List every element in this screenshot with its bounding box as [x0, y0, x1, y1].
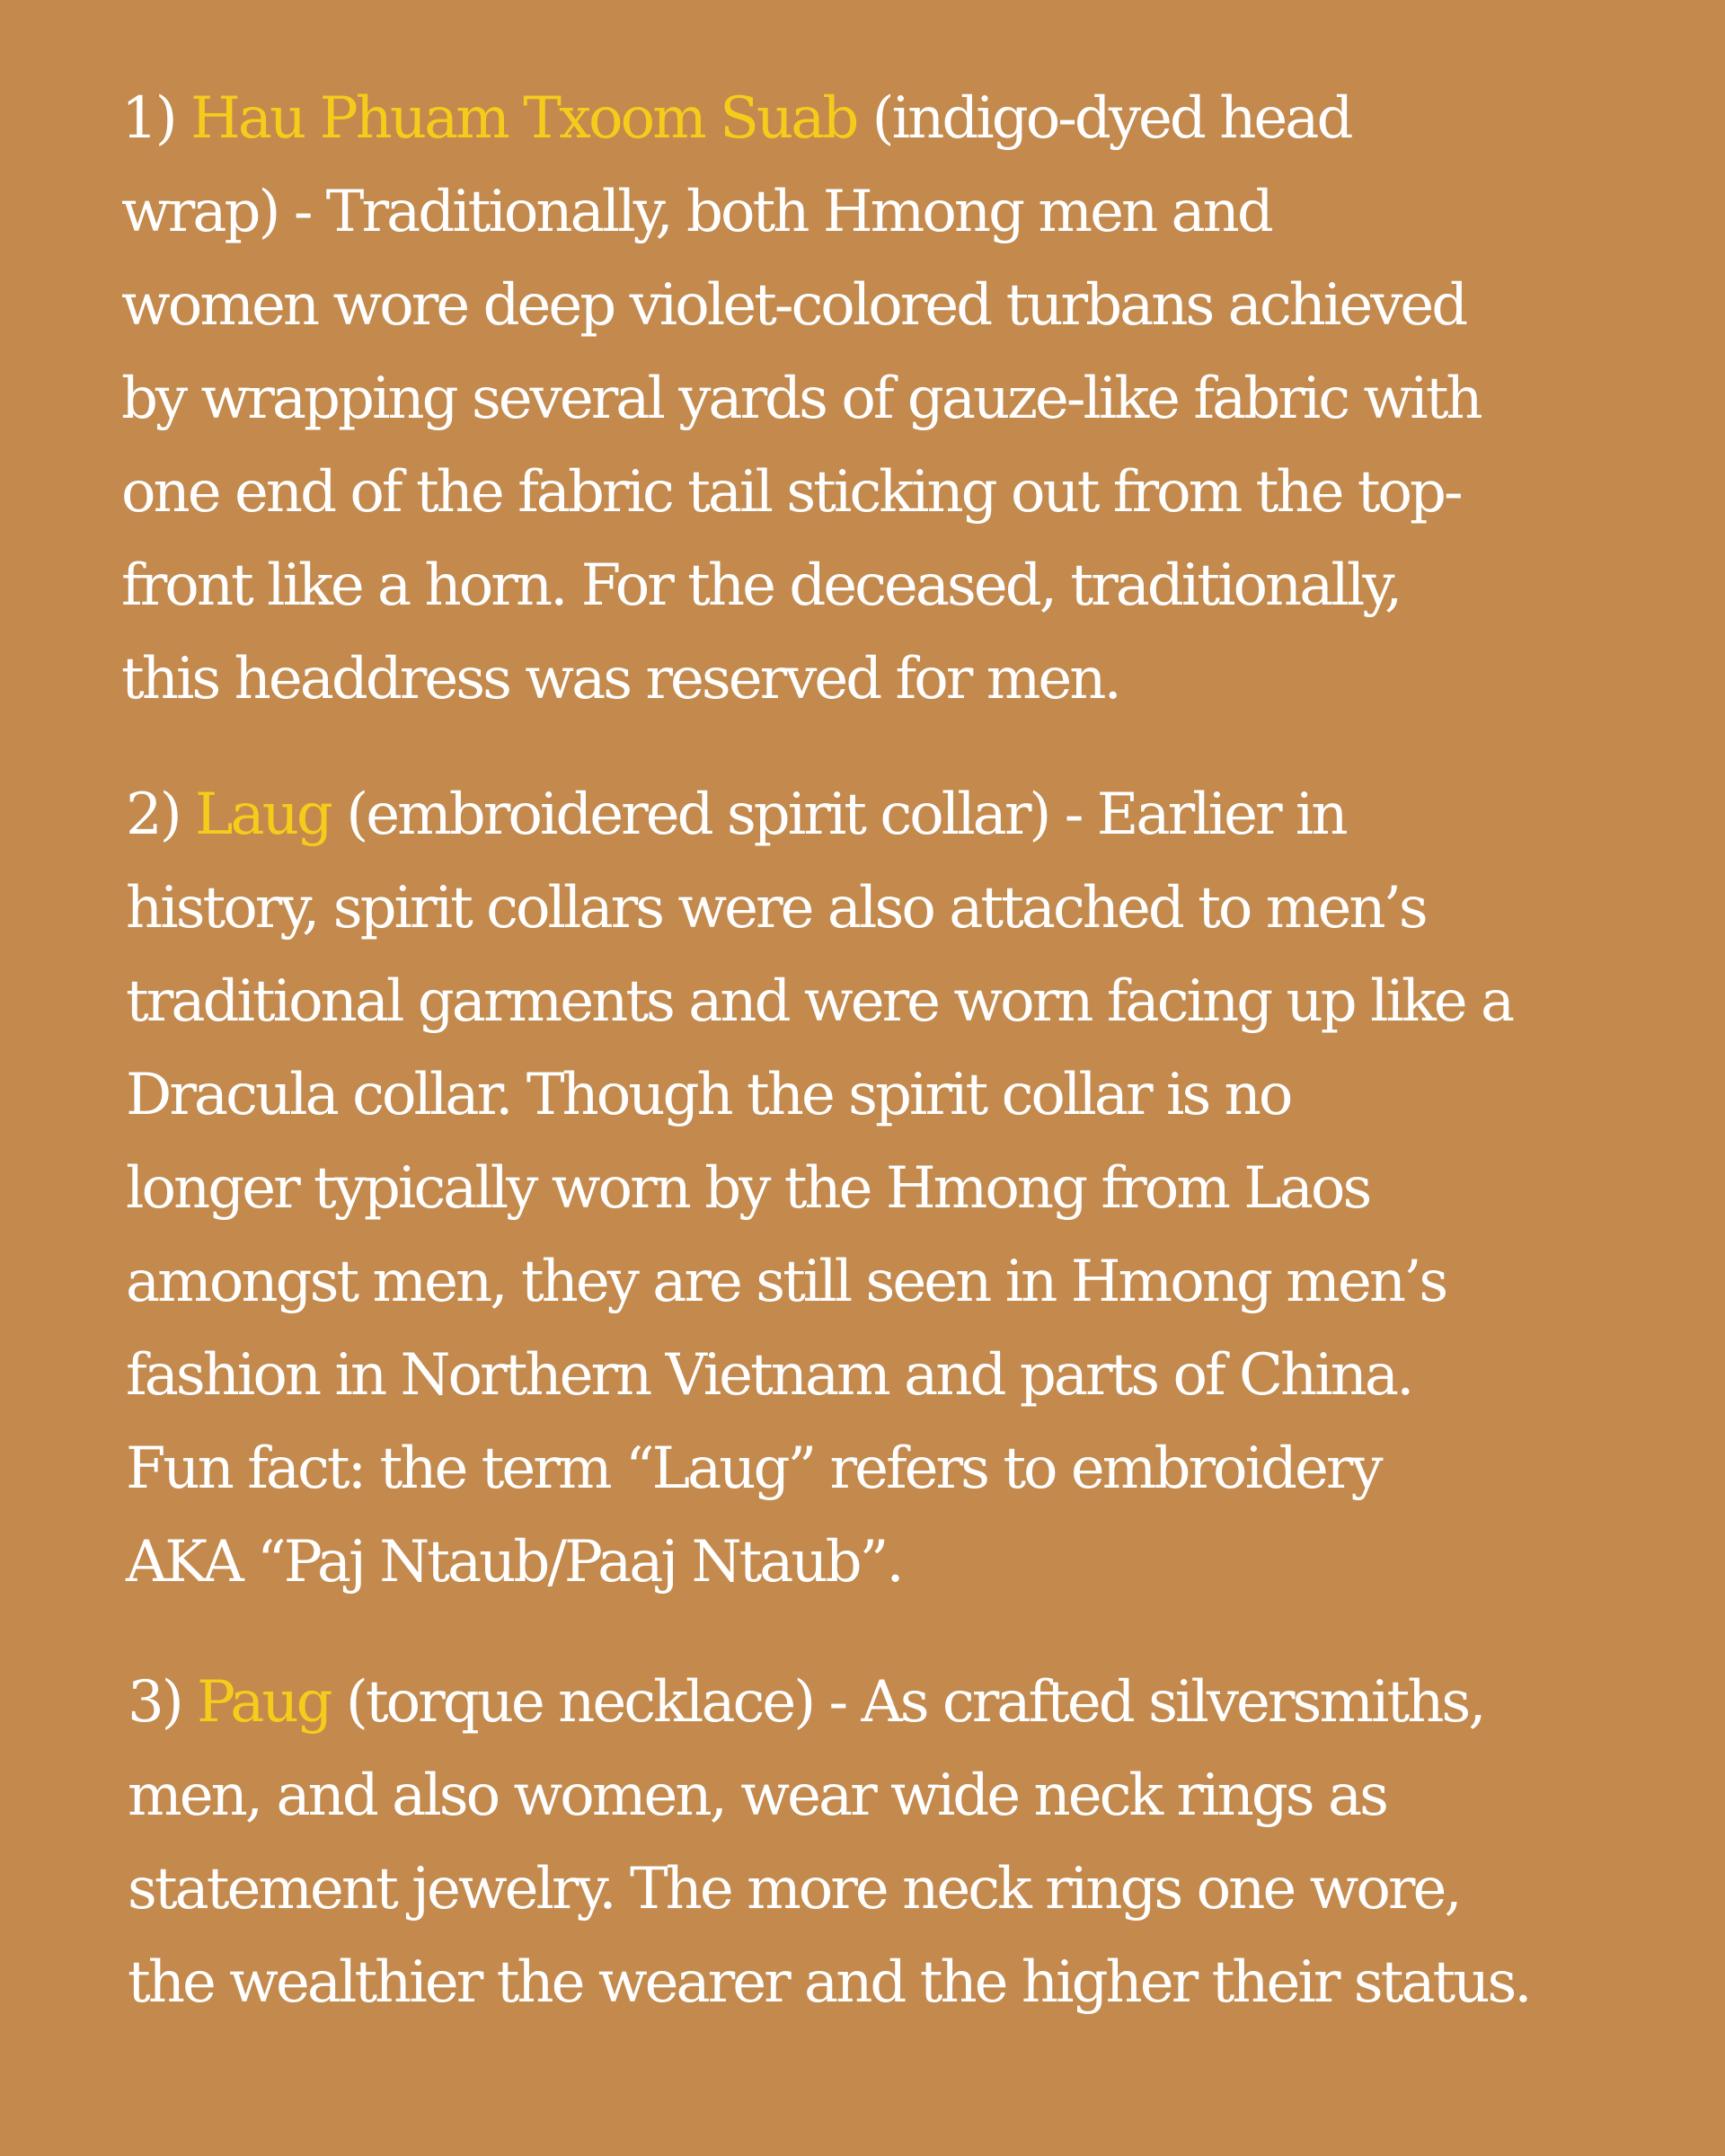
paragraph-line: Dracula collar. Though the spirit collar is no: [126, 1062, 1291, 1128]
spirit-collar-paragraph: [126, 768, 1512, 1609]
paragraph-line: traditional garments and were worn facing up like a: [126, 968, 1513, 1035]
paragraph-line: longer typically worn by the Hmong from Laos: [126, 1155, 1370, 1222]
item-number: 3): [128, 1669, 198, 1736]
torque-necklace-paragraph: [128, 1656, 1530, 2029]
paragraph-line: men, and also women, wear wide neck rings as: [128, 1763, 1386, 1829]
paragraph-line: amongst men, they are still seen in Hmong men’s: [126, 1249, 1446, 1315]
item-number: 1): [121, 85, 175, 152]
headwrap-paragraph: [121, 72, 1481, 726]
paragraph-line: 3) Paug (torque necklace) - As crafted silversmiths,: [128, 1669, 1484, 1736]
paragraph-line: history, spirit collars were also attached to men’s: [126, 875, 1426, 941]
paragraph-line: this headdress was reserved for men.: [121, 646, 1119, 712]
item-number: 2): [126, 782, 180, 848]
paragraph-line: fashion in Northern Vietnam and parts of China.: [126, 1342, 1412, 1409]
paragraph-line: Fun fact: the term “Laug” refers to embroidery: [126, 1436, 1381, 1502]
paragraph-line: 2) Laug (embroidered spirit collar) - Earlier in: [126, 782, 1346, 848]
paragraph-line: women wore deep violet-colored turbans achieved: [121, 272, 1466, 339]
paragraph-line: by wrapping several yards of gauze-like fabric with: [121, 366, 1481, 432]
paragraph-line: AKA “Paj Ntaub/Paaj Ntaub”.: [126, 1529, 902, 1595]
paragraph-line: 1) Hau Phuam Txoom Suab (indigo-dyed head: [121, 85, 1351, 152]
paragraph-line: one end of the fabric tail sticking out from the top-: [121, 459, 1461, 526]
term-highlight: Hau Phuam Txoom Suab: [190, 85, 857, 152]
paragraph-line: front like a horn. For the deceased, traditionally,: [121, 552, 1401, 619]
paragraph-line: wrap) - Traditionally, both Hmong men and: [121, 179, 1271, 245]
paragraph-line: statement jewelry. The more neck rings one wore,: [128, 1856, 1460, 1922]
term-highlight: Laug: [195, 782, 331, 848]
term-highlight: Paug: [197, 1669, 331, 1736]
paragraph-line: the wealthier the wearer and the higher their status.: [128, 1949, 1530, 2016]
